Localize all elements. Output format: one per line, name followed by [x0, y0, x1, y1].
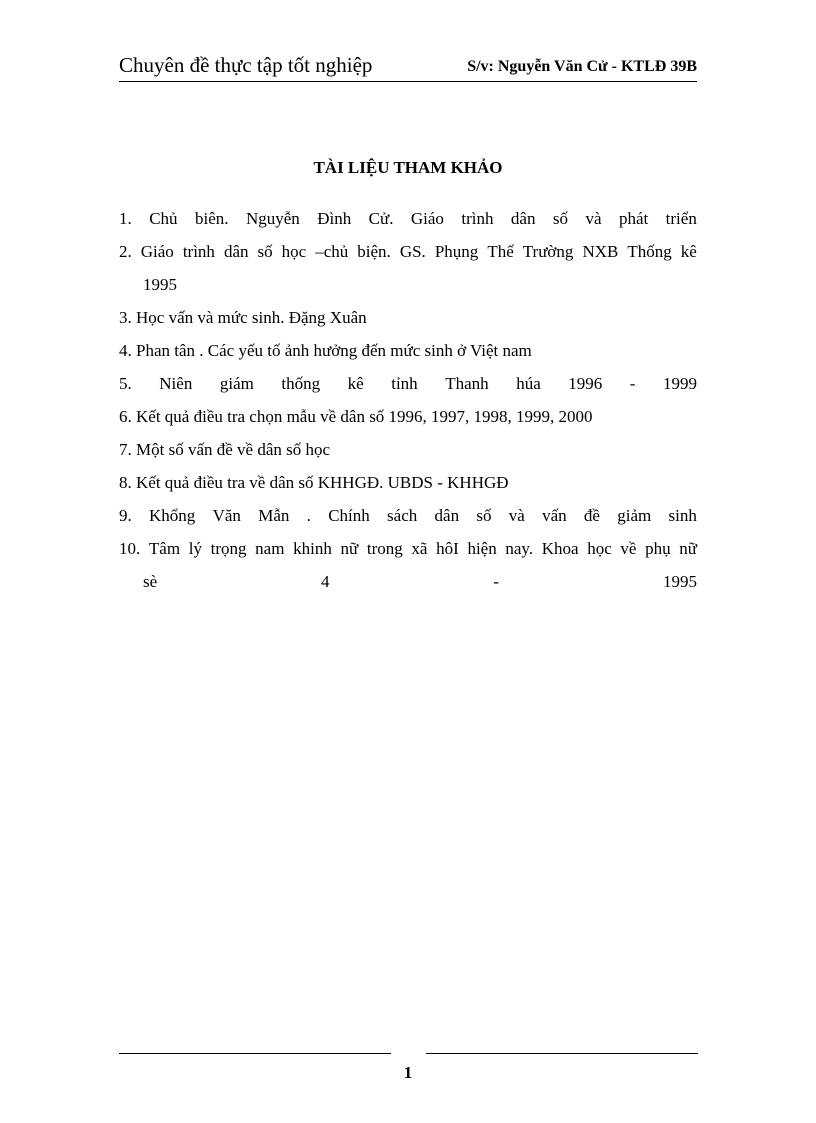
reference-word: .	[306, 506, 311, 525]
reference-word: Chủ	[149, 209, 178, 228]
reference-word: tỉnh	[391, 374, 418, 393]
reference-item-10-continuation	[119, 565, 697, 598]
reference-word: Cử.	[368, 209, 394, 228]
reference-word: phụ	[645, 539, 671, 558]
reference-item-8: 8. Kết quả điều tra về dân số KHHGĐ. UBDS - KHHGĐ	[119, 473, 509, 492]
reference-word: Niên	[159, 374, 193, 393]
reference-word: 1995	[662, 572, 697, 591]
reference-word: kê	[347, 374, 364, 393]
reference-word: hiện	[467, 539, 497, 558]
reference-word: sinh	[668, 506, 697, 525]
header-author: S/v: Nguyễn Văn Cử - KTLĐ 39B	[467, 58, 697, 75]
reference-word: Giáo	[410, 209, 444, 228]
reference-word: Văn	[212, 506, 241, 525]
reference-word: biện.	[357, 242, 391, 261]
reference-word: 9.	[119, 506, 132, 525]
reference-word: 1996	[568, 374, 603, 393]
reference-word: triển	[665, 209, 697, 228]
reference-word: số	[257, 242, 273, 261]
reference-word: nữ	[340, 539, 359, 558]
reference-item-9	[119, 499, 697, 532]
reference-word: GS.	[399, 242, 426, 261]
page-number: 1	[403, 1063, 413, 1082]
reference-word: -	[493, 572, 500, 591]
reference-word: phát	[618, 209, 649, 228]
reference-item-10	[119, 532, 697, 565]
reference-word: lý	[188, 539, 202, 558]
reference-word: đề	[583, 506, 600, 525]
reference-word: 1.	[119, 209, 132, 228]
reference-word: 4	[321, 572, 330, 591]
reference-item-5	[119, 367, 697, 400]
reference-word: Nguyễn	[245, 209, 300, 228]
reference-word: Khoa	[541, 539, 579, 558]
reference-word: Thống	[627, 242, 672, 261]
reference-word: nay.	[505, 539, 534, 558]
reference-word: Đình	[317, 209, 352, 228]
reference-word: trọng	[210, 539, 247, 558]
reference-word: kê	[680, 242, 697, 261]
reference-list	[119, 202, 697, 598]
reference-word: trong	[366, 539, 403, 558]
reference-word: Thế	[487, 242, 514, 261]
reference-word: húa	[516, 374, 541, 393]
reference-word: số	[476, 506, 492, 525]
reference-word: Phụng	[434, 242, 479, 261]
reference-word: Giáo	[140, 242, 174, 261]
reference-word: nữ	[679, 539, 697, 558]
page-title: TÀI LIỆU THAM KHẢO	[313, 158, 503, 177]
reference-word: học	[281, 242, 307, 261]
reference-word: trình	[461, 209, 494, 228]
reference-word: biên.	[194, 209, 229, 228]
reference-word: Mẫn	[258, 506, 290, 525]
reference-word: sách	[387, 506, 418, 525]
reference-word: 1999	[663, 374, 697, 393]
reference-word: NXB	[582, 242, 619, 261]
reference-word: giám	[219, 374, 254, 393]
reference-item-2-continuation: 1995	[143, 275, 177, 294]
reference-word: dân	[434, 506, 460, 525]
reference-item-1	[119, 202, 697, 235]
reference-item-4: 4. Phan tân . Các yếu tố ảnh hưởng đến mức sinh ở Việt nam	[119, 341, 532, 360]
reference-word: học	[587, 539, 612, 558]
reference-word: trình	[182, 242, 215, 261]
reference-item-3: 3. Học vấn và mức sinh. Đặng Xuân	[119, 308, 367, 327]
reference-item-2	[119, 235, 697, 268]
reference-item-6: 6. Kết quả điều tra chọn mẫu về dân số 1996, 1997, 1998, 1999, 2000	[119, 407, 593, 426]
reference-word: 5.	[119, 374, 132, 393]
header-divider	[119, 81, 697, 82]
reference-word: xã	[411, 539, 428, 558]
reference-word: và	[585, 209, 602, 228]
page-header	[119, 52, 697, 78]
reference-item-7: 7. Một số vấn đề về dân số học	[119, 440, 331, 459]
reference-word: sè	[143, 572, 158, 591]
reference-word: số	[552, 209, 569, 228]
reference-word: vấn	[542, 506, 567, 525]
reference-word: –chủ	[315, 242, 349, 261]
reference-word: 2.	[119, 242, 132, 261]
reference-word: hôI	[436, 539, 459, 558]
reference-word: Trường	[522, 242, 574, 261]
reference-word: Thanh	[445, 374, 489, 393]
reference-word: Tâm	[148, 539, 181, 558]
reference-word: -	[629, 374, 636, 393]
reference-word: 10.	[119, 539, 141, 558]
footer-divider-left	[119, 1053, 391, 1054]
reference-word: thống	[281, 374, 321, 393]
reference-word: khinh	[293, 539, 332, 558]
footer-divider-right	[426, 1053, 698, 1054]
reference-word: dân	[510, 209, 536, 228]
reference-word: Khổng	[149, 506, 196, 525]
reference-word: nam	[255, 539, 285, 558]
header-title: Chuyên đề thực tập tốt nghiệp	[119, 53, 373, 77]
reference-word: về	[620, 539, 637, 558]
reference-word: dân	[223, 242, 249, 261]
reference-word: Chính	[328, 506, 370, 525]
reference-word: và	[508, 506, 525, 525]
reference-word: giảm	[617, 506, 652, 525]
